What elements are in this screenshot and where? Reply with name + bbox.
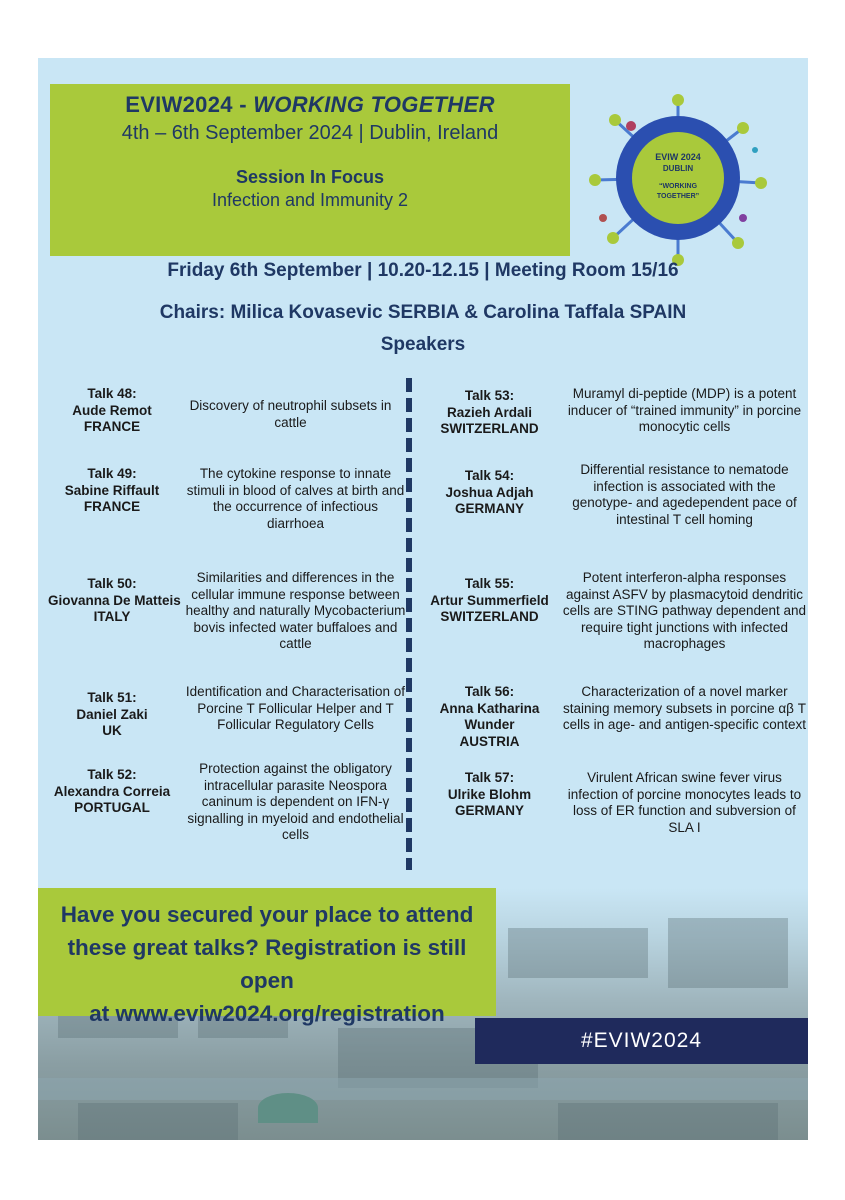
talk-title: Characterization of a novel marker staining memory subsets in porcine αβ T cells in age- and antigen-specific context	[562, 684, 807, 732]
talk-title: The cytokine response to innate stimuli in blood of calves at birth and the occurrence of infectious diarrhoea	[186, 466, 405, 531]
logo-text-2: DUBLIN	[662, 164, 694, 173]
speaker-info	[422, 388, 557, 438]
registration-line-2: these great talks? Registration is still open	[67, 935, 467, 993]
talk-number: Talk 49:	[87, 466, 137, 481]
speaker-name: Daniel Zaki	[76, 706, 148, 722]
speaker-name: Artur Summerfield	[430, 592, 549, 608]
session-label: Session In Focus	[235, 167, 385, 187]
speaker-info	[422, 770, 557, 820]
event-title: EVIW2024 - WORKING TOGETHER	[125, 92, 495, 117]
talk-number: Talk 48:	[87, 386, 137, 401]
eviw-virus-logo	[583, 88, 773, 268]
talk-title: Discovery of neutrophil subsets in cattle	[189, 398, 392, 430]
speaker-info	[48, 576, 181, 626]
header-banner	[50, 84, 570, 256]
speaker-info	[422, 576, 557, 626]
speaker-country: GERMANY	[454, 803, 524, 818]
talk-title: Differential resistance to nematode infection is associated with the genotype- and agedependent pace of intestinal T cell homing	[572, 462, 797, 527]
speaker-name: Ulrike Blohm	[447, 786, 532, 802]
speaker-info	[48, 466, 176, 516]
speaker-name: Wunder	[464, 717, 515, 732]
talk-title: Potent interferon-alpha responses against ASFV by plasmacytoid dendritic cells are STING pathway dependent and require tight junctions with infected macrophages	[562, 570, 807, 651]
logo-text-1: EVIW 2024	[655, 152, 701, 162]
speaker-name: Alexandra Correia	[53, 783, 171, 799]
speaker-info	[48, 767, 176, 817]
talk-title: Identification and Characterisation of Porcine T Follicular Helper and T Follicular Regulatory Cells	[185, 684, 406, 732]
talk-number: Talk 57:	[464, 770, 515, 785]
speaker-country: SWITZERLAND	[440, 609, 539, 624]
speaker-info	[48, 690, 176, 740]
schedule-line: Friday 6th September | 10.20-12.15 | Meeting Room 15/16	[167, 260, 679, 281]
speaker-name: Sabine Riffault	[64, 482, 160, 498]
talk-number: Talk 54:	[464, 468, 515, 483]
speaker-country: FRANCE	[83, 419, 141, 434]
talk-number: Talk 50:	[87, 576, 137, 591]
talk-title: Muramyl di-peptide (MDP) is a potent inducer of “trained immunity” in porcine monocytic cells	[567, 386, 802, 434]
speaker-name: Razieh Ardali	[446, 404, 533, 420]
speaker-country: ITALY	[93, 609, 131, 624]
talk-number: Talk 55:	[464, 576, 515, 591]
logo-text-4: TOGETHER”	[656, 193, 700, 200]
speaker-name: Aude Remot	[72, 402, 152, 418]
talk-number: Talk 56:	[464, 684, 515, 699]
speaker-country: AUSTRIA	[459, 733, 520, 749]
speaker-country: PORTUGAL	[74, 800, 150, 815]
poster	[38, 58, 808, 1140]
speakers-heading: Speakers	[380, 334, 466, 355]
talk-title: Protection against the obligatory intracellular parasite Neospora caninum is dependent on IFN-γ signalling in myeloid and endothelial cells	[187, 761, 404, 842]
session-topic: Infection and Immunity 2	[211, 190, 409, 210]
speaker-name: Anna Katharina	[439, 700, 540, 716]
registration-banner	[38, 888, 496, 1026]
event-dates: 4th – 6th September 2024 | Dublin, Ireland	[121, 122, 499, 144]
speaker-info	[48, 386, 176, 436]
speaker-country: UK	[102, 723, 122, 738]
speaker-country: FRANCE	[83, 499, 141, 514]
talk-number: Talk 53:	[464, 388, 515, 403]
speaker-info	[422, 468, 557, 518]
logo-text-3: “WORKING	[658, 183, 698, 190]
speaker-country: GERMANY	[454, 501, 524, 516]
registration-line-3: at www.eviw2024.org/registration	[89, 1001, 445, 1026]
talk-title: Virulent African swine fever virus infection of porcine monocytes leads to loss of ER function and subversion of SLA I	[567, 770, 802, 835]
chairs-line: Chairs: Milica Kovasevic SERBIA & Carolina Taffala SPAIN	[159, 302, 687, 323]
talk-number: Talk 51:	[87, 690, 137, 705]
speaker-info	[422, 684, 557, 750]
hashtag-banner: #EVIW2024	[475, 1018, 808, 1064]
talk-title: Similarities and differences in the cellular immune response between healthy and naturally Mycobacterium bovis infected water buffaloes and cattle	[185, 570, 406, 651]
registration-line-1: Have you secured your place to attend	[60, 902, 474, 927]
speaker-name: Joshua Adjah	[445, 484, 534, 500]
speaker-country: SWITZERLAND	[440, 421, 539, 436]
talk-number: Talk 52:	[87, 767, 137, 782]
speaker-name: Giovanna De Matteis	[48, 592, 181, 608]
